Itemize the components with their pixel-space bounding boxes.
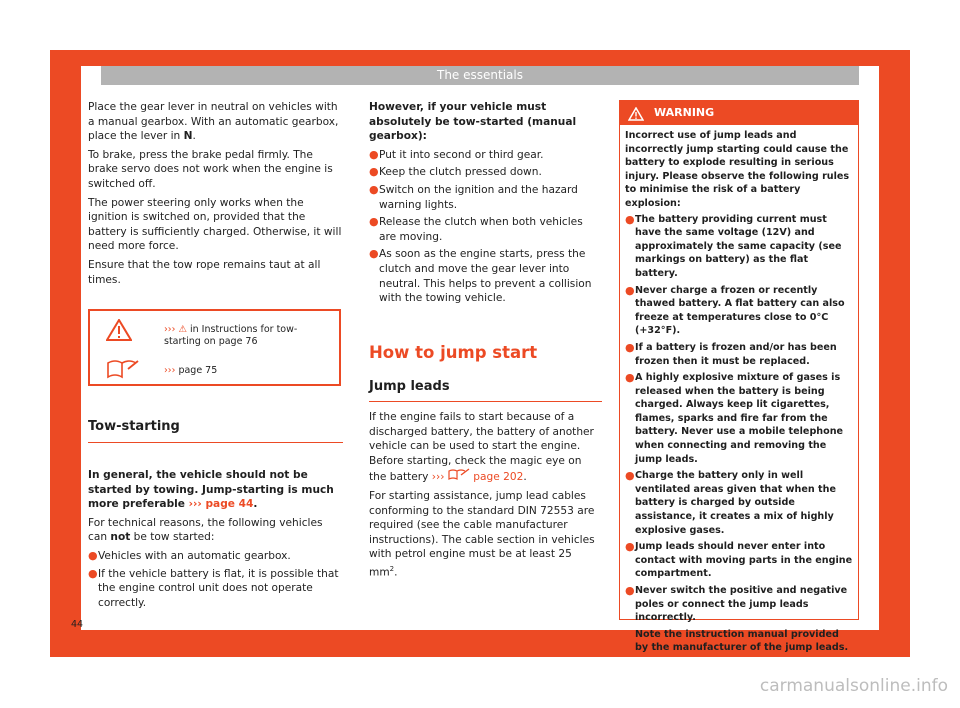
- page-number: 44: [71, 619, 84, 630]
- small-warning-icon: ⚠: [178, 324, 187, 335]
- tow-starting-heading: Tow-starting: [88, 419, 180, 434]
- paragraph: Ensure that the tow rope remains taut at all times.: [88, 258, 321, 286]
- warning-header: [620, 101, 858, 125]
- list-item: ● Switch on the ignition and the hazard warning lights.: [369, 182, 578, 211]
- list-item: ● Put it into second or third gear.: [369, 147, 544, 161]
- jump-start-heading: How to jump start: [369, 343, 538, 362]
- warning-body: [625, 129, 853, 658]
- paragraph: For starting assistance, jump lead cables conforming to the standard DIN 72553 are required (see the cable manufacturer instructions). The cable section in vehicles with petrol engine must be at least 25 $mm^2$.: [369, 489, 595, 579]
- page-link[interactable]: ››› page 44: [188, 498, 254, 511]
- paragraph: For technical reasons, the following vehicles can not be tow started:: [88, 516, 323, 544]
- jump-leads-subheading: Jump leads: [369, 379, 450, 394]
- paragraph: Incorrect use of jump leads and incorrectly jump starting could cause the battery to explode resulting in serious injury. Please observe the following rules to minimise the risk of a battery explosion:: [625, 130, 850, 209]
- paragraph: If the engine fails to start because of a discharged battery, the battery of another vehicle can be used to start the engine. Before starting, check the magic eye on the battery ››› page 202.: [369, 411, 594, 484]
- warning-triangle-icon: [106, 319, 132, 345]
- column-1: [88, 100, 343, 291]
- list-item: ● Never switch the positive and negative poles or connect the jump leads incorrectly.: [625, 584, 848, 624]
- paragraph: However, if your vehicle must absolutely be tow-started (manual gearbox):: [369, 101, 577, 143]
- warning-box: [619, 100, 859, 654]
- list-item: ● Vehicles with an automatic gearbox.: [88, 548, 291, 562]
- list-item: ● Charge the battery only in well ventilated areas given that when the battery is charged by outside assistance, it creates a mix of highly explosive gases.: [625, 469, 836, 536]
- list-item: ● Never charge a frozen or recently thawed battery. A flat battery can also freeze at temperatures close to 0°C (+32°F).: [625, 283, 845, 337]
- list-item: ● The battery providing current must have the same voltage (12V) and approximately the same capacity (see markings on battery) as the flat battery.: [625, 212, 842, 279]
- tow-starting-content: [88, 468, 343, 613]
- divider: [88, 442, 343, 443]
- list-item: ● Jump leads should never enter into contact with moving parts in the engine compartment.: [625, 540, 853, 580]
- list-item: ● Keep the clutch pressed down.: [369, 165, 542, 179]
- column-2: [369, 100, 602, 309]
- manual-book-icon: [448, 471, 470, 483]
- watermark: carmanualsonline.info: [759, 676, 948, 696]
- reference-link-page[interactable]: ››› page 75: [164, 365, 218, 376]
- list-item: ● If the vehicle battery is flat, it is possible that the engine control unit does not operate correctly.: [88, 566, 339, 609]
- page-link[interactable]: page 202: [473, 471, 524, 484]
- paragraph: In general, the vehicle should not be started by towing. Jump-starting is much more preferable ››› page 44.: [88, 469, 334, 511]
- list-item: ● A highly explosive mixture of gases is released when the battery is being charged. Always keep lit cigarettes, flames, sparks and fire far from the battery. Never use a mobile telephone when connecting and removing the jump leads.: [625, 371, 844, 465]
- list-item: ● As soon as the engine starts, press the clutch and move the gear lever into neutral. This helps to prevent a collision with the towing vehicle.: [369, 247, 592, 305]
- manual-book-icon: [106, 357, 140, 383]
- list-item: ● Release the clutch when both vehicles are moving.: [369, 215, 583, 243]
- section-header: The essentials: [101, 66, 859, 85]
- warning-triangle-icon: [628, 106, 644, 130]
- paragraph: The power steering only works when the ignition is switched on, provided that the battery is sufficiently charged. Otherwise, it will need more force.: [88, 196, 342, 253]
- divider: [369, 401, 602, 402]
- paragraph: To brake, press the brake pedal firmly. The brake servo does not work when the engine is switched off.: [88, 148, 333, 190]
- paragraph: Place the gear lever in neutral on vehicles with a manual gearbox. With an automatic gearbox, place the lever in N.: [88, 101, 339, 143]
- reference-box: [88, 309, 341, 386]
- jump-leads-content: [369, 410, 602, 584]
- list-item: ● If a battery is frozen and/or has been frozen then it must be replaced.: [625, 340, 837, 367]
- reference-link-warning[interactable]: ››› ⚠ in Instructions for tow-starting on page 76: [164, 324, 298, 347]
- list-item: ● Note the instruction manual provided by the manufacturer of the jump leads.: [625, 627, 849, 654]
- warning-title: WARNING: [654, 106, 715, 119]
